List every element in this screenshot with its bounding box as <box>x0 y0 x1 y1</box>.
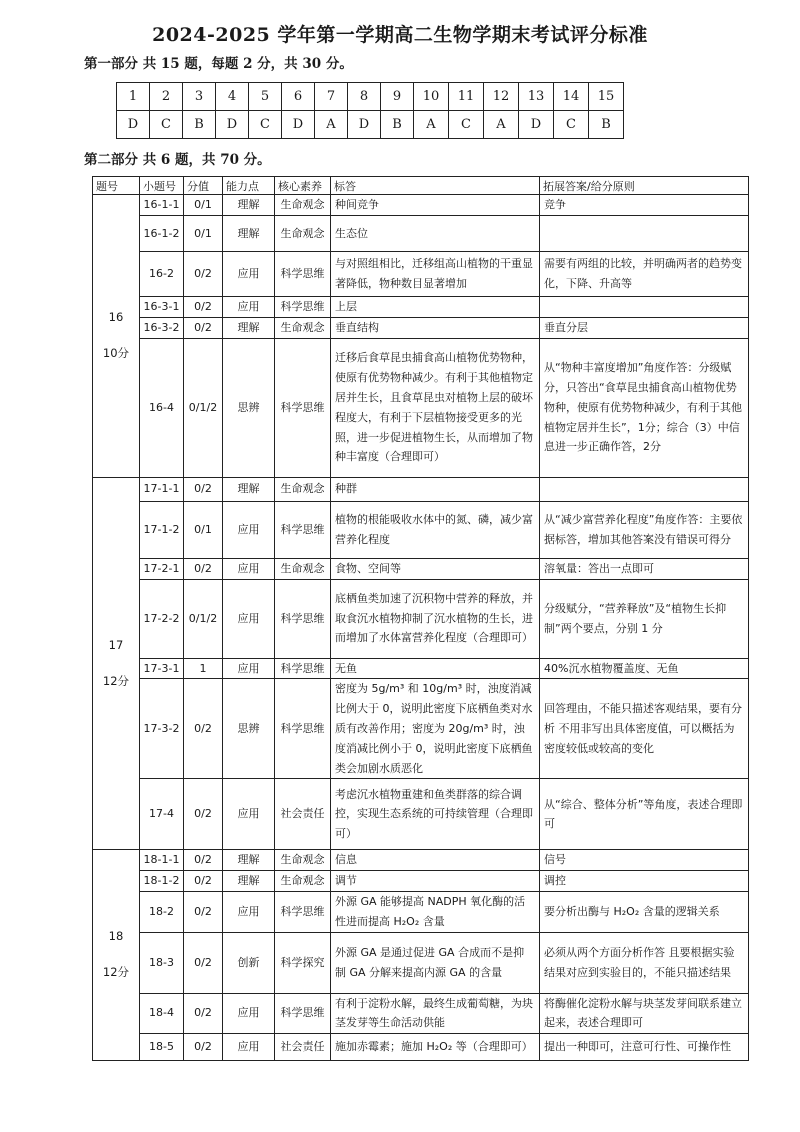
ability-cell: 理解 <box>223 871 275 892</box>
literacy-cell: 科学思维 <box>275 252 331 297</box>
mc-answer: D <box>216 111 249 139</box>
mc-number: 9 <box>381 83 414 111</box>
sub-question-cell: 18-2 <box>140 891 184 932</box>
mc-answer-table <box>116 82 624 139</box>
question-spacer <box>93 329 139 343</box>
sub-question-cell: 18-5 <box>140 1034 184 1061</box>
literacy-cell: 科学思维 <box>275 891 331 932</box>
sub-question-cell: 17-1-1 <box>140 477 184 501</box>
standard-answer-cell: 无鱼 <box>331 658 540 679</box>
literacy-cell: 科学思维 <box>275 993 331 1034</box>
mc-number: 2 <box>150 83 183 111</box>
table-row <box>93 195 749 216</box>
standard-answer-cell: 信息 <box>331 850 540 871</box>
standard-answer-cell: 有利于淀粉水解，最终生成葡萄糖，为块茎发芽等生命活动供能 <box>331 993 540 1034</box>
score-value-cell: 0/2 <box>184 558 223 579</box>
table-row <box>93 477 749 501</box>
table-row <box>93 871 749 892</box>
sub-question-cell: 17-2-1 <box>140 558 184 579</box>
extended-answer-cell: 从“综合、整体分析”等角度，表述合理即可 <box>540 779 749 850</box>
ability-cell: 思辨 <box>223 679 275 779</box>
score-value-cell: 0/2 <box>184 317 223 338</box>
mc-number: 1 <box>117 83 150 111</box>
page-title: 2024-2025 学年第一学期高二生物学期末考试评分标准 <box>152 24 648 46</box>
question-spacer <box>93 948 139 962</box>
literacy-cell: 生命观念 <box>275 195 331 216</box>
literacy-cell: 科学思维 <box>275 679 331 779</box>
grading-header-row <box>93 177 749 195</box>
table-row <box>93 891 749 932</box>
mc-answer: B <box>381 111 414 139</box>
ability-cell: 应用 <box>223 579 275 658</box>
part1-heading: 第一部分 共 15 题，每题 2 分，共 30 分。 <box>84 56 353 72</box>
sub-question-cell: 16-3-1 <box>140 297 184 318</box>
mc-answer-row <box>117 111 624 139</box>
sub-question-cell: 18-1-2 <box>140 871 184 892</box>
standard-answer-cell: 施加赤霉素；施加 H₂O₂ 等（合理即可） <box>331 1034 540 1061</box>
mc-number: 5 <box>249 83 282 111</box>
literacy-cell: 科学思维 <box>275 297 331 318</box>
header-cell: 拓展答案/给分原则 <box>540 177 749 195</box>
ability-cell: 应用 <box>223 501 275 558</box>
extended-answer-cell <box>540 216 749 252</box>
literacy-cell: 科学思维 <box>275 579 331 658</box>
score-value-cell: 0/1 <box>184 216 223 252</box>
header-cell: 题号 <box>93 177 140 195</box>
score-value-cell: 1 <box>184 658 223 679</box>
sub-question-cell: 18-4 <box>140 993 184 1034</box>
question-score: 10分 <box>102 345 130 360</box>
standard-answer-cell: 迁移后食草昆虫捕食高山植物优势物种，使原有优势物种减少。有利于其他植物定居并生长，且食草昆虫对植物上层的破坏程度大，有利于下层植物接受更多的光照，进一步促进植物生长，从而增加了物种丰富度（合理即可） <box>331 338 540 477</box>
mc-answer: B <box>589 111 624 139</box>
table-row <box>93 779 749 850</box>
standard-answer-cell: 种群 <box>331 477 540 501</box>
standard-answer-cell: 上层 <box>331 297 540 318</box>
score-value-cell: 0/2 <box>184 891 223 932</box>
score-value-cell: 0/1/2 <box>184 579 223 658</box>
literacy-cell: 科学探究 <box>275 932 331 993</box>
question-score: 12分 <box>102 965 130 980</box>
question-cell <box>93 850 140 1061</box>
mc-number: 8 <box>348 83 381 111</box>
sub-question-cell: 17-2-2 <box>140 579 184 658</box>
question-number: 18 <box>108 929 124 944</box>
sub-question-cell: 16-1-2 <box>140 216 184 252</box>
ability-cell: 创新 <box>223 932 275 993</box>
ability-cell: 应用 <box>223 252 275 297</box>
standard-answer-cell: 调节 <box>331 871 540 892</box>
standard-answer-cell: 底栖鱼类加速了沉积物中营养的释放，并取食沉水植物抑制了沉水植物的生长，进而增加了水体富营养化程度（合理即可） <box>331 579 540 658</box>
sub-question-cell: 16-1-1 <box>140 195 184 216</box>
table-row <box>93 1034 749 1061</box>
extended-answer-cell: 提出一种即可，注意可行性、可操作性 <box>540 1034 749 1061</box>
mc-number: 10 <box>414 83 449 111</box>
grading-table <box>92 176 749 1061</box>
extended-answer-cell: 需要有两组的比较，并明确两者的趋势变化，下降、升高等 <box>540 252 749 297</box>
question-cell <box>93 477 140 850</box>
mc-number: 4 <box>216 83 249 111</box>
sub-question-cell: 17-1-2 <box>140 501 184 558</box>
extended-answer-cell: 垂直分层 <box>540 317 749 338</box>
extended-answer-cell: 回答理由，不能只描述客观结果，要有分析 不用非写出具体密度值，可以概括为密度较低或较高的变化 <box>540 679 749 779</box>
standard-answer-cell: 种间竞争 <box>331 195 540 216</box>
ability-cell: 应用 <box>223 658 275 679</box>
question-cell <box>93 195 140 478</box>
literacy-cell: 生命观念 <box>275 850 331 871</box>
ability-cell: 理解 <box>223 317 275 338</box>
header-cell: 小题号 <box>140 177 184 195</box>
ability-cell: 理解 <box>223 195 275 216</box>
ability-cell: 理解 <box>223 477 275 501</box>
question-number: 17 <box>108 637 124 652</box>
table-row <box>93 932 749 993</box>
extended-answer-cell: 调控 <box>540 871 749 892</box>
extended-answer-cell: 溶氧量：答出一点即可 <box>540 558 749 579</box>
score-value-cell: 0/2 <box>184 993 223 1034</box>
standard-answer-cell: 密度为 5g/m³ 和 10g/m³ 时，浊度消减比例大于 0，说明此密度下底栖鱼类对水质有改善作用；密度为 20g/m³ 时，浊度消减比例小于 0，说明此密度下底栖鱼类会加剧水质恶化 <box>331 679 540 779</box>
mc-answer: A <box>315 111 348 139</box>
table-row <box>93 558 749 579</box>
standard-answer-cell: 与对照组相比，迁移组高山植物的干重显著降低，物种数目显著增加 <box>331 252 540 297</box>
sub-question-cell: 17-3-1 <box>140 658 184 679</box>
extended-answer-cell <box>540 297 749 318</box>
table-row <box>93 297 749 318</box>
sub-question-cell: 17-3-2 <box>140 679 184 779</box>
mc-answer: A <box>484 111 519 139</box>
ability-cell: 理解 <box>223 850 275 871</box>
score-value-cell: 0/2 <box>184 871 223 892</box>
mc-answer: D <box>519 111 554 139</box>
standard-answer-cell: 植物的根能吸收水体中的氮、磷，减少富营养化程度 <box>331 501 540 558</box>
literacy-cell: 科学思维 <box>275 338 331 477</box>
header-cell: 能力点 <box>223 177 275 195</box>
sub-question-cell: 17-4 <box>140 779 184 850</box>
sub-question-cell: 16-4 <box>140 338 184 477</box>
score-value-cell: 0/2 <box>184 297 223 318</box>
mc-number: 6 <box>282 83 315 111</box>
literacy-cell: 生命观念 <box>275 871 331 892</box>
score-value-cell: 0/2 <box>184 850 223 871</box>
mc-number: 11 <box>449 83 484 111</box>
literacy-cell: 科学思维 <box>275 501 331 558</box>
mc-number: 14 <box>554 83 589 111</box>
mc-answer: D <box>282 111 315 139</box>
mc-answer: D <box>117 111 150 139</box>
table-row <box>93 317 749 338</box>
header-cell: 核心素养 <box>275 177 331 195</box>
standard-answer-cell: 食物、空间等 <box>331 558 540 579</box>
mc-answer: C <box>150 111 183 139</box>
score-value-cell: 0/2 <box>184 932 223 993</box>
table-row <box>93 501 749 558</box>
ability-cell: 应用 <box>223 558 275 579</box>
standard-answer-cell: 垂直结构 <box>331 317 540 338</box>
ability-cell: 应用 <box>223 297 275 318</box>
table-row <box>93 993 749 1034</box>
sub-question-cell: 16-3-2 <box>140 317 184 338</box>
mc-answer: C <box>249 111 282 139</box>
extended-answer-cell: 要分析出酶与 H₂O₂ 含量的逻辑关系 <box>540 891 749 932</box>
literacy-cell: 生命观念 <box>275 216 331 252</box>
sub-question-cell: 18-1-1 <box>140 850 184 871</box>
mc-number: 15 <box>589 83 624 111</box>
ability-cell: 理解 <box>223 216 275 252</box>
extended-answer-cell: 40%沉水植物覆盖度、无鱼 <box>540 658 749 679</box>
extended-answer-cell <box>540 477 749 501</box>
literacy-cell: 社会责任 <box>275 1034 331 1061</box>
part2-heading: 第二部分 共 6 题，共 70 分。 <box>84 152 271 168</box>
literacy-cell: 科学思维 <box>275 658 331 679</box>
score-value-cell: 0/2 <box>184 779 223 850</box>
extended-answer-cell: 竞争 <box>540 195 749 216</box>
table-row <box>93 679 749 779</box>
table-row <box>93 216 749 252</box>
extended-answer-cell: 从“物种丰富度增加”角度作答：分级赋分，只答出“食草昆虫捕食高山植物优势物种，使原有优势物种减少，有利于其他植物定居并生长”，1分；综合（3）中信息进一步正确作答，2分 <box>540 338 749 477</box>
extended-answer-cell: 信号 <box>540 850 749 871</box>
extended-answer-cell: 必须从两个方面分析作答 且要根据实验结果对应到实验目的，不能只描述结果 <box>540 932 749 993</box>
question-spacer <box>93 657 139 671</box>
ability-cell: 应用 <box>223 891 275 932</box>
mc-number: 3 <box>183 83 216 111</box>
table-row <box>93 252 749 297</box>
extended-answer-cell: 将酶催化淀粉水解与块茎发芽间联系建立起来，表述合理即可 <box>540 993 749 1034</box>
literacy-cell: 社会责任 <box>275 779 331 850</box>
mc-answer: B <box>183 111 216 139</box>
header-cell: 标答 <box>331 177 540 195</box>
question-score: 12分 <box>102 673 130 688</box>
ability-cell: 应用 <box>223 779 275 850</box>
sub-question-cell: 16-2 <box>140 252 184 297</box>
mc-number-row <box>117 83 624 111</box>
header-cell: 分值 <box>184 177 223 195</box>
mc-answer: D <box>348 111 381 139</box>
literacy-cell: 生命观念 <box>275 558 331 579</box>
standard-answer-cell: 外源 GA 是通过促进 GA 合成而不是抑制 GA 分解来提高内源 GA 的含量 <box>331 932 540 993</box>
table-row <box>93 338 749 477</box>
score-value-cell: 0/2 <box>184 1034 223 1061</box>
ability-cell: 应用 <box>223 1034 275 1061</box>
mc-number: 7 <box>315 83 348 111</box>
mc-number: 13 <box>519 83 554 111</box>
question-number: 16 <box>108 310 124 325</box>
standard-answer-cell: 考虑沉水植物重建和鱼类群落的综合调控，实现生态系统的可持续管理（合理即可） <box>331 779 540 850</box>
extended-answer-cell: 从“减少富营养化程度”角度作答：主要依据标答，增加其他答案没有错误可得分 <box>540 501 749 558</box>
sub-question-cell: 18-3 <box>140 932 184 993</box>
standard-answer-cell: 外源 GA 能够提高 NADPH 氧化酶的活性进而提高 H₂O₂ 含量 <box>331 891 540 932</box>
table-row <box>93 579 749 658</box>
score-value-cell: 0/1/2 <box>184 338 223 477</box>
literacy-cell: 生命观念 <box>275 477 331 501</box>
mc-answer: C <box>554 111 589 139</box>
mc-number: 12 <box>484 83 519 111</box>
table-row <box>93 850 749 871</box>
mc-answer: C <box>449 111 484 139</box>
extended-answer-cell: 分级赋分，“营养释放”及“植物生长抑制”两个要点，分别 1 分 <box>540 579 749 658</box>
standard-answer-cell: 生态位 <box>331 216 540 252</box>
grading-body <box>93 195 749 1061</box>
mc-answer: A <box>414 111 449 139</box>
score-value-cell: 0/2 <box>184 477 223 501</box>
score-value-cell: 0/1 <box>184 195 223 216</box>
literacy-cell: 生命观念 <box>275 317 331 338</box>
ability-cell: 应用 <box>223 993 275 1034</box>
score-value-cell: 0/1 <box>184 501 223 558</box>
score-value-cell: 0/2 <box>184 252 223 297</box>
score-value-cell: 0/2 <box>184 679 223 779</box>
table-row <box>93 658 749 679</box>
ability-cell: 思辨 <box>223 338 275 477</box>
